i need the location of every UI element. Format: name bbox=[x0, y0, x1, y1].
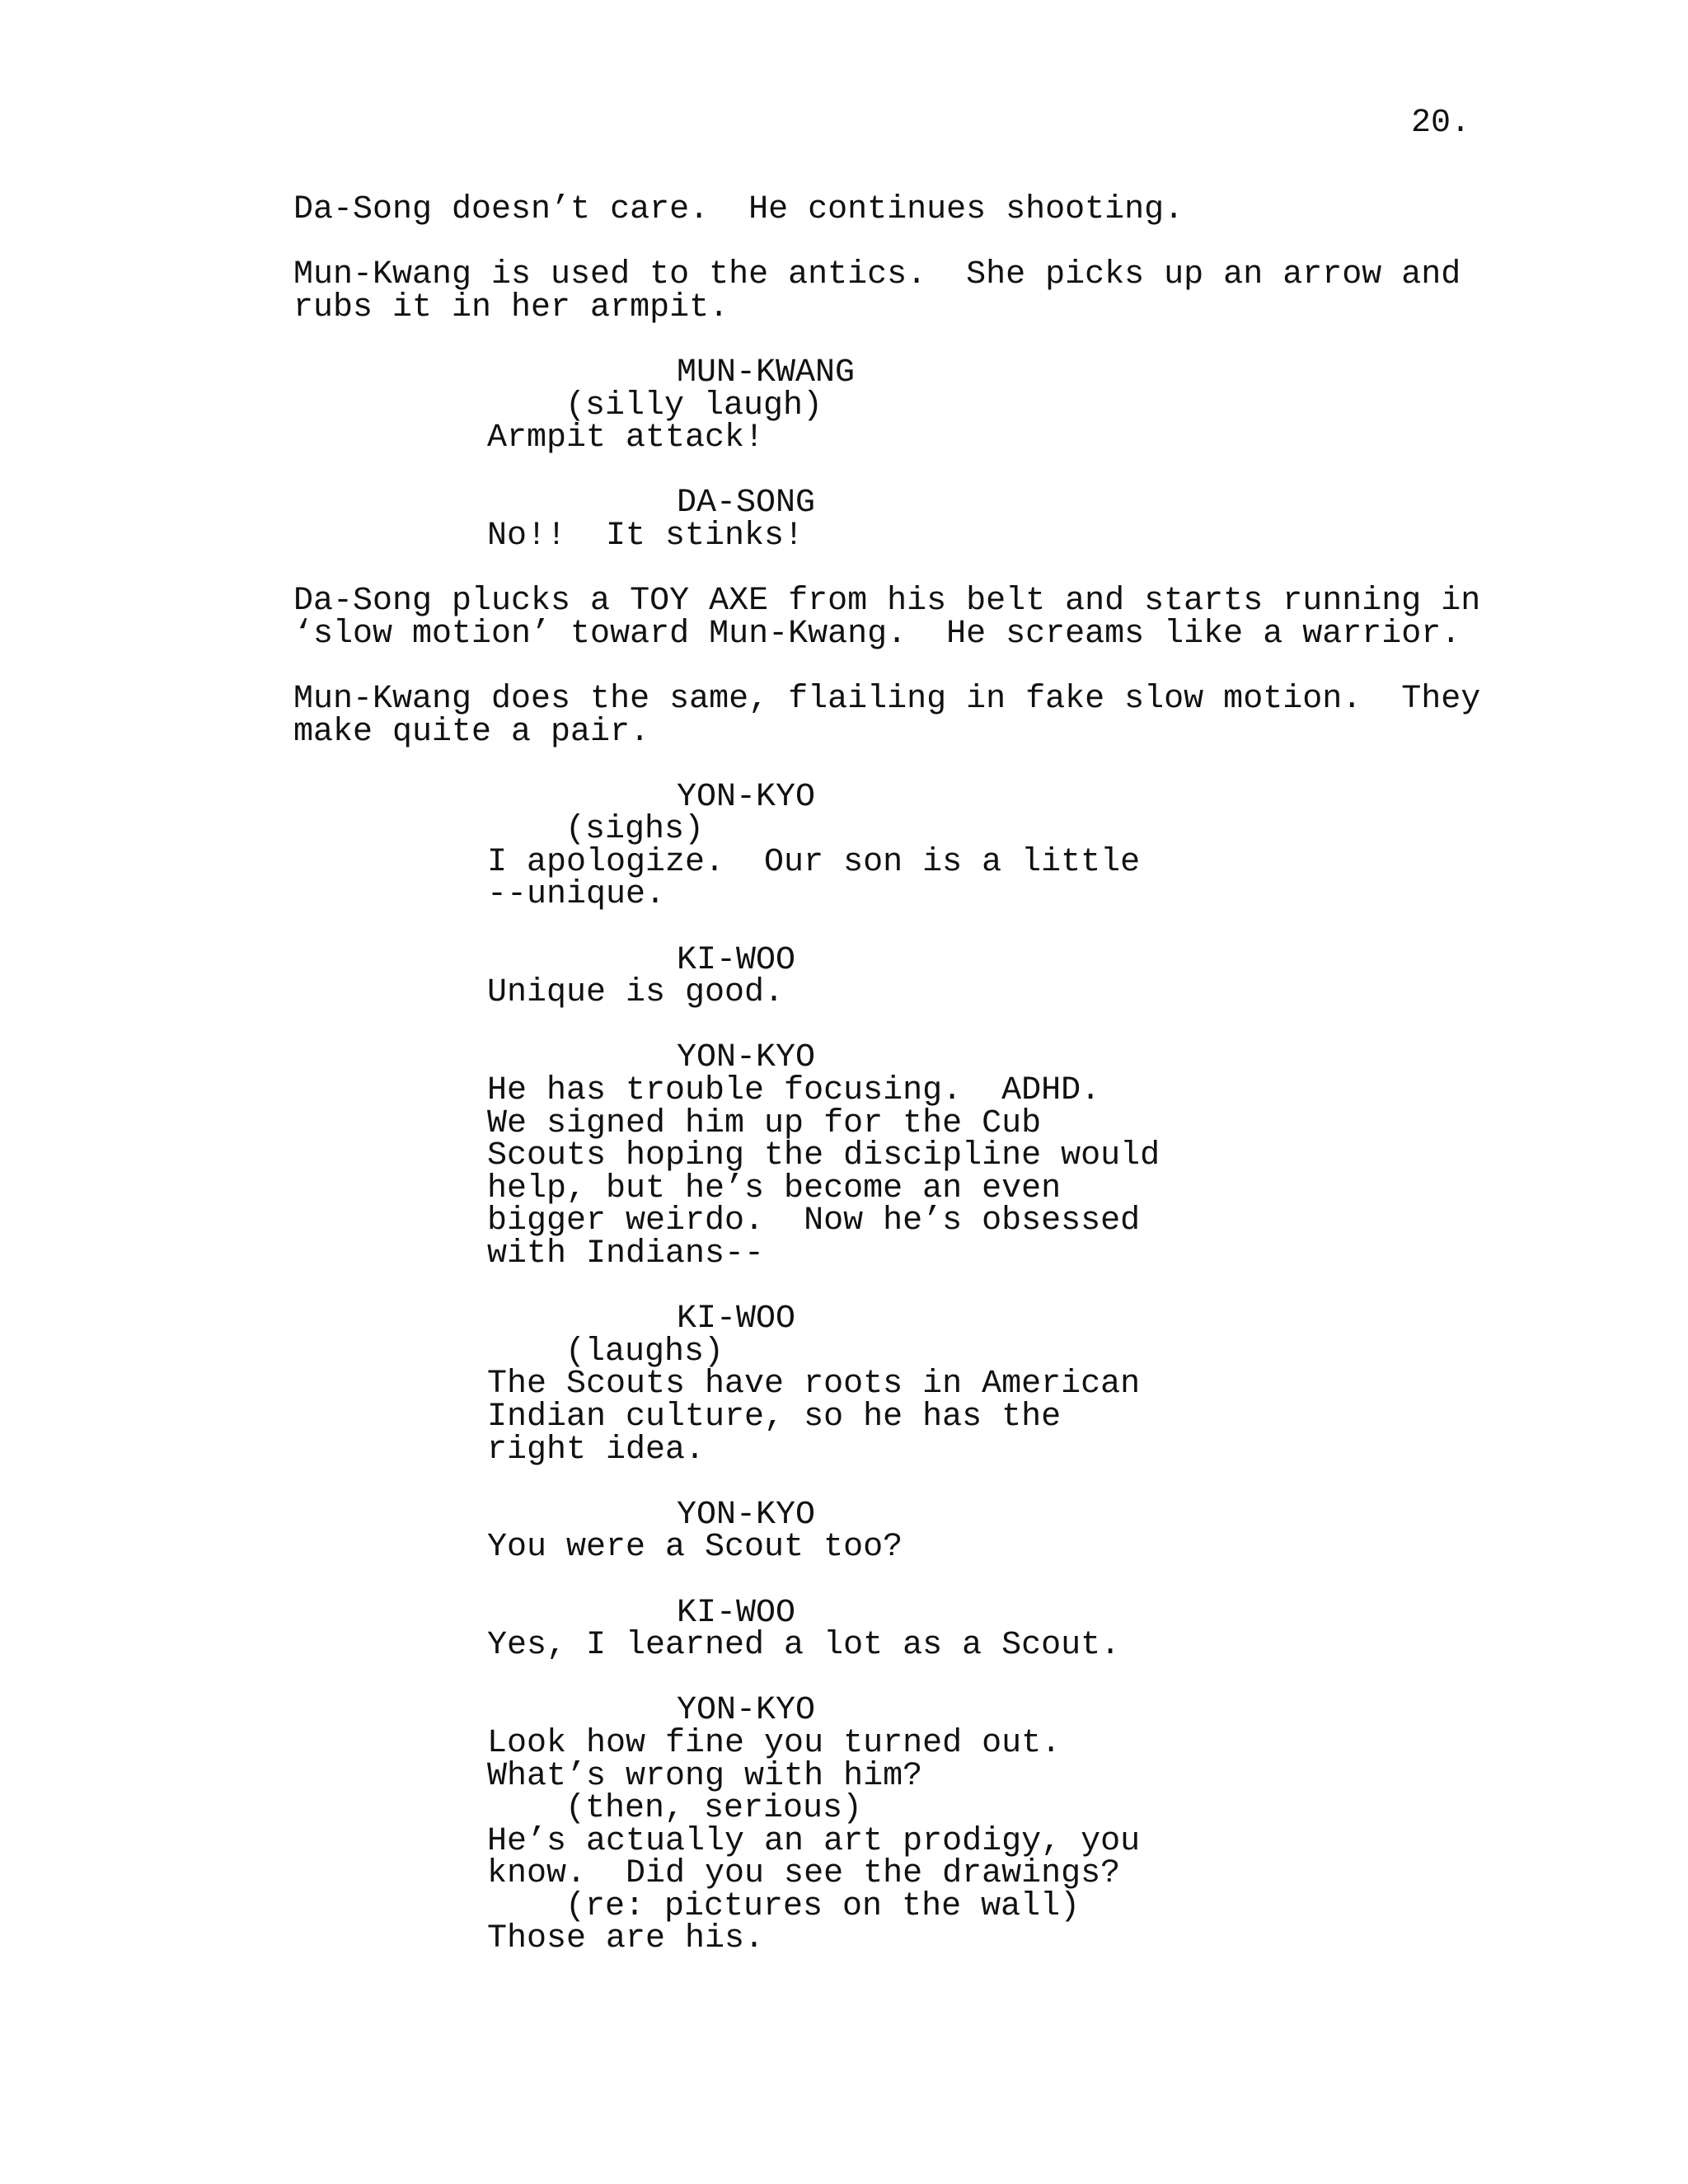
dialogue: You were a Scout too? bbox=[487, 1529, 903, 1567]
dialogue: Look how fine you turned out. What’s wrong with him? bbox=[487, 1724, 1062, 1795]
screenplay-body bbox=[293, 191, 1489, 1958]
character-name: KI-WOO bbox=[677, 941, 796, 979]
character-name: MUN-KWANG bbox=[677, 354, 856, 391]
character-name: KI-WOO bbox=[677, 1594, 796, 1632]
action-line: Mun-Kwang is used to the antics. She picks up an arrow and rubs it in her armpit. bbox=[293, 256, 1461, 326]
parenthetical: (silly laugh) bbox=[565, 387, 823, 424]
character-name: DA-SONG bbox=[677, 485, 816, 523]
page-number: 20. bbox=[1411, 105, 1471, 142]
action-line: Da-Song doesn’t care. He continues shooting. bbox=[293, 191, 1184, 228]
dialogue: No!! It stinks! bbox=[487, 517, 804, 555]
dialogue: Yes, I learned a lot as a Scout. bbox=[487, 1627, 1121, 1665]
parenthetical: (then, serious) bbox=[565, 1790, 863, 1828]
dialogue: Unique is good. bbox=[487, 974, 785, 1012]
character-name: YON-KYO bbox=[677, 1496, 816, 1534]
dialogue: Armpit attack! bbox=[487, 419, 765, 457]
action-line: Da-Song plucks a TOY AXE from his belt and starts running in ‘slow motion’ toward Mun-Kwang. He screams like a warrior. bbox=[293, 583, 1481, 653]
character-name: KI-WOO bbox=[677, 1301, 796, 1338]
action-line: Mun-Kwang does the same, flailing in fake slow motion. They make quite a pair. bbox=[293, 680, 1481, 751]
parenthetical: (laughs) bbox=[565, 1333, 724, 1371]
parenthetical: (re: pictures on the wall) bbox=[565, 1887, 1081, 1925]
dialogue: The Scouts have roots in American Indian culture, so he has the right idea. bbox=[487, 1366, 1141, 1469]
parenthetical: (sighs) bbox=[565, 811, 705, 849]
character-name: YON-KYO bbox=[677, 778, 816, 816]
dialogue: He has trouble focusing. ADHD. We signed him up for the Cub Scouts hoping the discipline would help, but he’s become an even bigger weirdo. Now he’s obsessed with Indians-- bbox=[487, 1072, 1160, 1272]
character-name: YON-KYO bbox=[677, 1039, 816, 1077]
dialogue: I apologize. Our son is a little --unique. bbox=[487, 843, 1141, 914]
character-name: YON-KYO bbox=[677, 1692, 816, 1730]
dialogue: He’s actually an art prodigy, you know. Did you see the drawings? bbox=[487, 1822, 1141, 1893]
dialogue: Those are his. bbox=[487, 1920, 765, 1958]
